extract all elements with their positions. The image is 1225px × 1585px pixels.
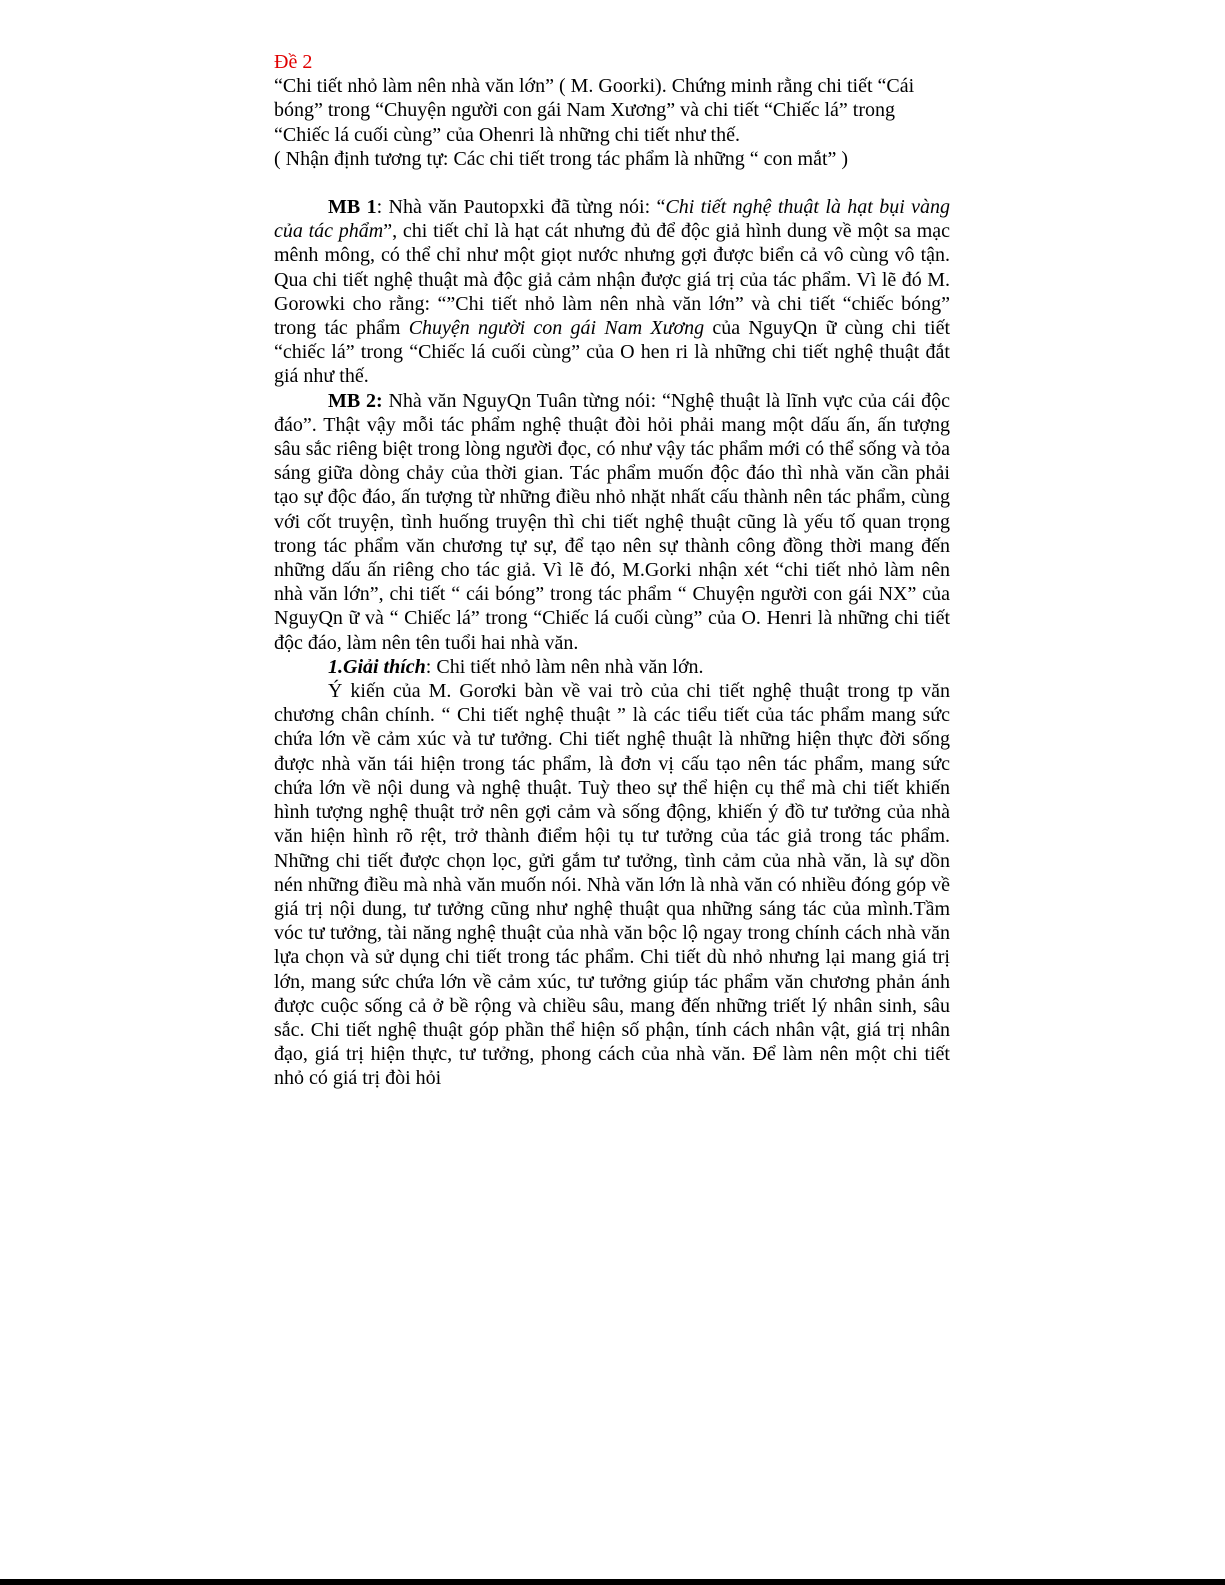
body-paragraph: Ý kiến của M. Gorơki bàn về vai trò của chi tiết nghệ thuật trong tp văn chương chân chính. “ Chi tiết nghệ thuật ” là các tiểu tiết của tác phẩm mang sức chứa lớn về cảm xúc và tư tưởng. Chi tiết nghệ thuật là những hiện thực đời sống được nhà văn tái hiện trong tác phẩm, là đơn vị cấu tạo nên tác phẩm, mang sức chứa lớn về nội dung và nghệ thuật. Tuỳ theo sự thể hiện cụ thể mà chi tiết khiến hình tượng nghệ thuật trở nên gợi cảm và sống động, khiến ý đồ tư tưởng của nhà văn hiện hình rõ rệt, trở thành điểm hội tụ tư tưởng của tác giả trong tác phẩm. Những chi tiết được chọn lọc, gửi gắm tư tưởng, tình cảm của nhà văn, là sự dồn nén những điều mà nhà văn muốn nói. Nhà văn lớn là nhà văn có nhiều đóng góp về giá trị nội dung, tư tưởng cũng như nghệ thuật qua những sáng tác của mình.Tầm vóc tư tưởng, tài năng nghệ thuật của nhà văn bộc lộ ngay trong chính cách nhà văn lựa chọn và sử dụng chi tiết trong tác phẩm. Chi tiết dù nhỏ nhưng lại mang giá trị lớn, mang sức chứa lớn về cảm xúc, tư tưởng giúp tác phẩm văn chương phản ánh được cuộc sống cả ở bề rộng và chiều sâu, mang đến những triết lý nhân sinh, sâu sắc. Chi tiết nghệ thuật góp phần thể hiện số phận, tính cách nhân vật, giá trị nhân đạo, giá trị hiện thực, tư tưởng, phong cách của nhà văn. Để làm nên một chi tiết nhỏ có giá trị đòi hỏi: [274, 680, 950, 1090]
mb1-quote: Chi tiết nghệ thuật là hạt bụi vàng của tác phẩm: [274, 196, 951, 243]
section-1-label: 1.Giải thích: [328, 655, 426, 678]
document-page: [274, 50, 950, 1091]
prompt-note: ( Nhận định tương tự: Các chi tiết trong tác phẩm là những “ con mắt” ): [274, 147, 849, 170]
mb1-text-1: : Nhà văn Pautopxki đã từng nói: “: [376, 196, 666, 219]
mb2-text: Nhà văn NguyQn Tuân từng nói: “Nghệ thuật là lĩnh vực của cái độc đáo”. Thật vậy mỗi tác phẩm nghệ thuật đòi hỏi phải mang một dấu ấn, ấn tượng sâu sắc riêng biệt trong lòng người đọc, có như vậy tác phẩm mới có thể sống và tỏa sáng giữa dòng chảy của thời gian. Tác phẩm muốn độc đáo thì nhà văn cần phải tạo sự độc đáo, ấn tượng từ những điều nhỏ nhặt nhất cấu thành nên tác phẩm, cùng với cốt truyện, tình huống truyện thì chi tiết nghệ thuật cũng là yếu tố quan trọng trong tác phẩm văn chương tự sự, để tạo nên sự thành công đồng thời mang đến những dấu ấn riêng cho tác giả. Vì lẽ đó, M.Gorki nhận xét “chi tiết nhỏ làm nên nhà văn lớn”, chi tiết “ cái bóng” trong tác phẩm “ Chuyện người con gái NX” của NguyQn ữ và “ Chiếc lá” trong “Chiếc lá cuối cùng” của O. Henri là những chi tiết độc đáo, làm nên tên tuổi hai nhà văn.: [274, 389, 950, 654]
spacer: [274, 171, 950, 195]
mb1-work-title: Chuyện người con gái Nam Xương: [408, 317, 705, 340]
mb1-paragraph: [274, 195, 950, 389]
mb2-label: MB 2:: [328, 389, 383, 412]
section-1-text: : Chi tiết nhỏ làm nên nhà văn lớn.: [425, 655, 704, 678]
mb2-paragraph: [274, 389, 950, 655]
mb1-text-2: ”, chi tiết chỉ là hạt cát nhưng đủ để độc giả hình dung về một sa mạc mênh mông, có thể chỉ như một giọt nước nhưng gợi được biển cả vô cùng vô tận. Qua chi tiết nghệ thuật mà độc giả cảm nhận được giá trị của tác phẩm. Vì lẽ đó M. Gorowki cho rằng: “”Chi tiết nhỏ làm nên nhà văn lớn” và chi tiết “chiếc bóng” trong tác phẩm: [274, 220, 951, 340]
section-1-heading: [274, 655, 950, 679]
exam-title: Đề 2: [274, 51, 313, 73]
mb1-label: MB 1: [328, 196, 377, 219]
prompt-statement: “Chi tiết nhỏ làm nên nhà văn lớn” ( M. Goorki). Chứng minh rằng chi tiết “Cái bóng” trong “Chuyện người con gái Nam Xương” và chi tiết “Chiếc lá” trong “Chiếc lá cuối cùng” của Ohenri là những chi tiết như thế.: [274, 75, 915, 146]
mb1-text-3: của NguyQn ữ cùng chi tiết “chiếc lá” trong “Chiếc lá cuối cùng” của O hen ri là những chi tiết nghệ thuật đắt giá như thế.: [274, 317, 950, 388]
page-bottom-border: [0, 1579, 1225, 1585]
